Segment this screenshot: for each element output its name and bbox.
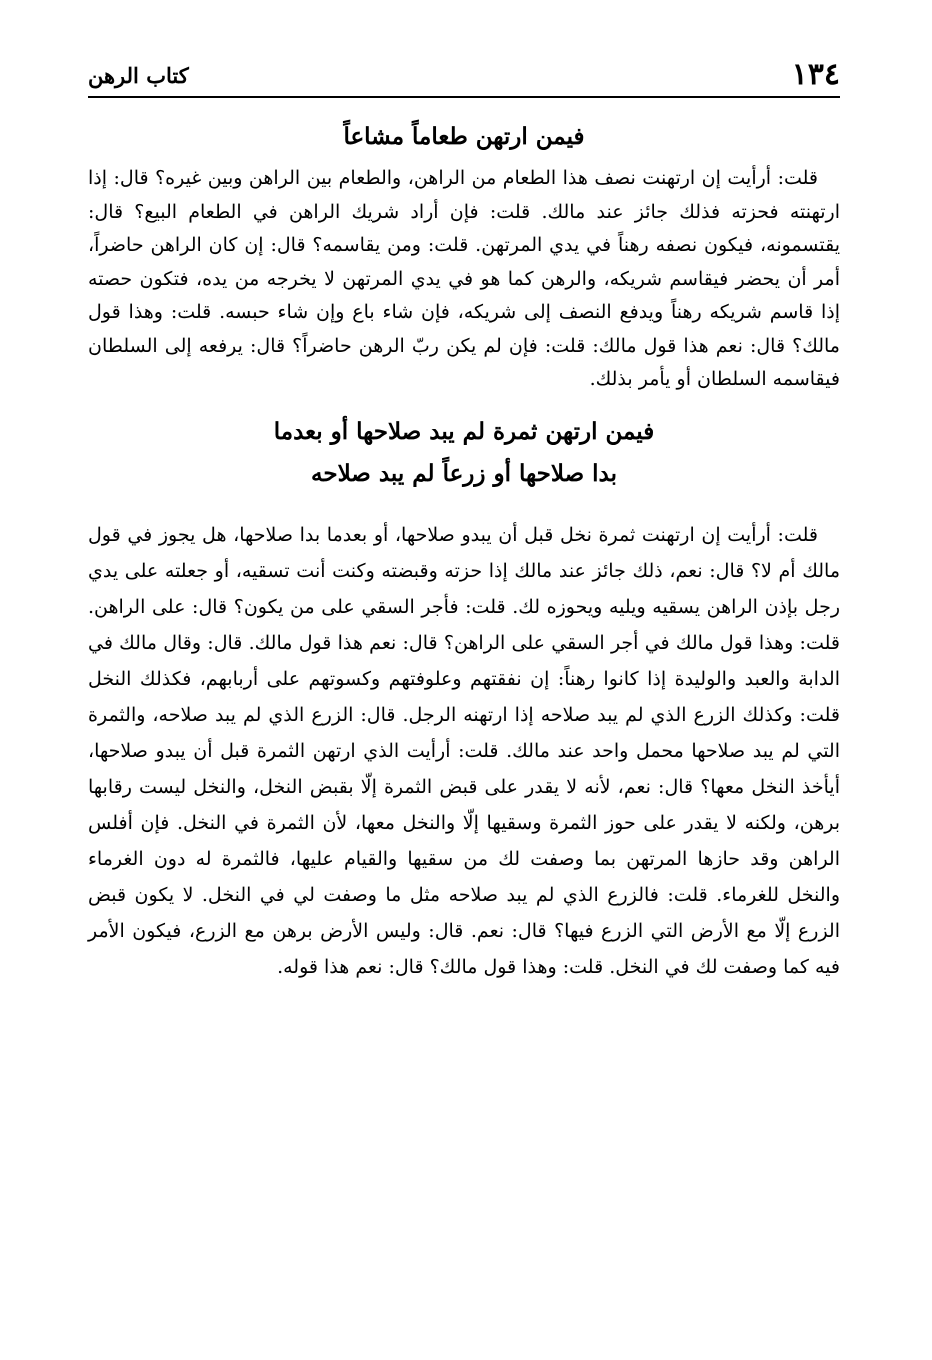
header-divider: [88, 96, 840, 98]
page-number: ١٣٤: [791, 57, 840, 92]
section-heading-line-2: بدا صلاحها أو زرعاً لم يبد صلاحه: [311, 459, 617, 487]
running-title: كتاب الرهن: [88, 63, 189, 88]
section-heading: فيمن ارتهن طعاماً مشاعاً: [343, 123, 585, 150]
page-body: [88, 108, 840, 985]
page-header: [88, 58, 840, 92]
section-heading-2: [88, 411, 840, 495]
section-paragraph: قلت: أرأيت إن ارتهنت نصف هذا الطعام من الراهن، والطعام بين الراهن وبين غيره؟ قال: إذا ارتهنته فحزته فذلك جائز عند مالك. قلت: فإن أراد شريك الراهن في الطعام البيع؟ قال: يقتسمونه، فيكون نصفه رهناً في يدي المرتهن. قلت: ومن يقاسمه؟ قال: إن كان الراهن حاضراً، أمر أن يحضر فيقاسم شريكه، والرهن كما هو في يدي المرتهن لا يخرجه من يده، فتكون حصته إذا قاسم شريكه رهناً ويدفع النصف إلى شريكه، فإن شاء باع وإن شاء حبسه. قلت: وهذا قول مالك؟ قال: نعم هذا قول مالك: قلت: فإن لم يكن ربّ الرهن حاضراً؟ قال: يرفعه إلى السلطان فيقاسمه السلطان أو يأمر بذلك.: [88, 167, 840, 390]
section-paragraph-2: قلت: أرأيت إن ارتهنت ثمرة نخل قبل أن يبدو صلاحها، أو بعدما بدا صلاحها، هل يجوز في قول مالك أم لا؟ قال: نعم، ذلك جائز عند مالك إذا حزته وقبضته وكنت أنت تسقيه، أو جعلته على يدي رجل بإذن الراهن يسقيه ويليه ويحوزه لك. قلت: فأجر السقي على من يكون؟ قال: على الراهن. قلت: وهذا قول مالك في أجر السقي على الراهن؟ قال: نعم هذا قول مالك. قال: وقال مالك في الدابة والعبد والوليدة إذا كانوا رهناً: إن نفقتهم وعلوفتهم وكسوتهم على أربابهم، فكذلك النخل قلت: وكذلك الزرع الذي لم يبد صلاحه إذا ارتهنه الرجل. قال: الزرع الذي لم يبد صلاحه، والثمرة التي لم يبد صلاحها محمل واحد عند مالك. قلت: أرأيت الذي ارتهن الثمرة قبل أن يبدو صلاحها، أيأخذ النخل معها؟ قال: نعم، لأنه لا يقدر على قبض الثمرة إلّا بقبض النخل، والنخل ليست رقابها برهن، ولكنه لا يقدر على حوز الثمرة وسقيها إلّا والنخل معها، لأن الثمرة في النخل. فإن أفلس الراهن وقد حازها المرتهن بما وصفت لك من سقيها والقيام عليها، فالثمرة له دون الغرماء والنخل للغرماء. قلت: فالزرع الذي لم يبد صلاحه مثل ما وصفت لي في النخل. لا يكون قبض الزرع إلّا مع الأرض التي الزرع فيها؟ قال: نعم. قال: وليس الأرض برهن مع الزرع، فيكون الأمر فيه كما وصفت لك في النخل. قلت: وهذا قول مالك؟ قال: نعم هذا قوله.: [88, 523, 840, 978]
section-heading-line-1: فيمن ارتهن ثمرة لم يبد صلاحها أو بعدما: [273, 417, 655, 445]
